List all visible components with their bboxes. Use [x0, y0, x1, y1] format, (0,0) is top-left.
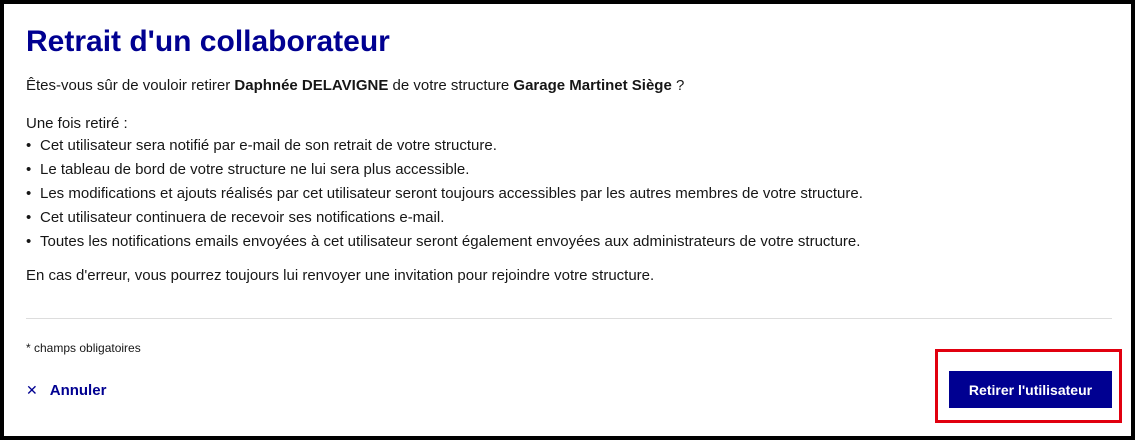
consequences-intro: Une fois retiré :: [26, 115, 128, 132]
consequence-item: • Les modifications et ajouts réalisés par cet utilisateur seront toujours accessibles par les autres membres de votre structure.: [26, 182, 863, 206]
error-note: En cas d'erreur, vous pourrez toujours lui renvoyer une invitation pour rejoindre votre structure.: [26, 267, 655, 284]
structure-name: Garage Martinet Siège: [513, 77, 672, 94]
consequence-item: • Le tableau de bord de votre structure ne lui sera plus accessible.: [26, 158, 863, 182]
cancel-label: Annuler: [49, 381, 107, 399]
consequence-item: • Cet utilisateur continuera de recevoir ses notifications e-mail.: [26, 206, 863, 230]
cancel-button[interactable]: [26, 378, 106, 402]
required-fields-note: * champs obligatoires: [26, 341, 141, 355]
consequences-list: [26, 134, 863, 254]
close-icon: ✕: [26, 382, 38, 398]
confirm-middle: de votre structure: [388, 77, 514, 94]
modal-title: Retrait d'un collaborateur: [26, 25, 390, 58]
confirm-suffix: ?: [671, 77, 685, 94]
user-name: Daphnée DELAVIGNE: [234, 77, 389, 94]
confirm-prefix: Êtes-vous sûr de vouloir retirer: [26, 77, 235, 94]
divider: [26, 318, 1112, 319]
remove-user-button[interactable]: [949, 371, 1112, 408]
consequence-item: • Toutes les notifications emails envoyées à cet utilisateur seront également envoyées aux administrateurs de votre structure.: [26, 230, 863, 254]
consequence-item: • Cet utilisateur sera notifié par e-mail de son retrait de votre structure.: [26, 134, 863, 158]
confirmation-question: [26, 75, 684, 97]
remove-user-label: Retirer l'utilisateur: [968, 381, 1093, 398]
